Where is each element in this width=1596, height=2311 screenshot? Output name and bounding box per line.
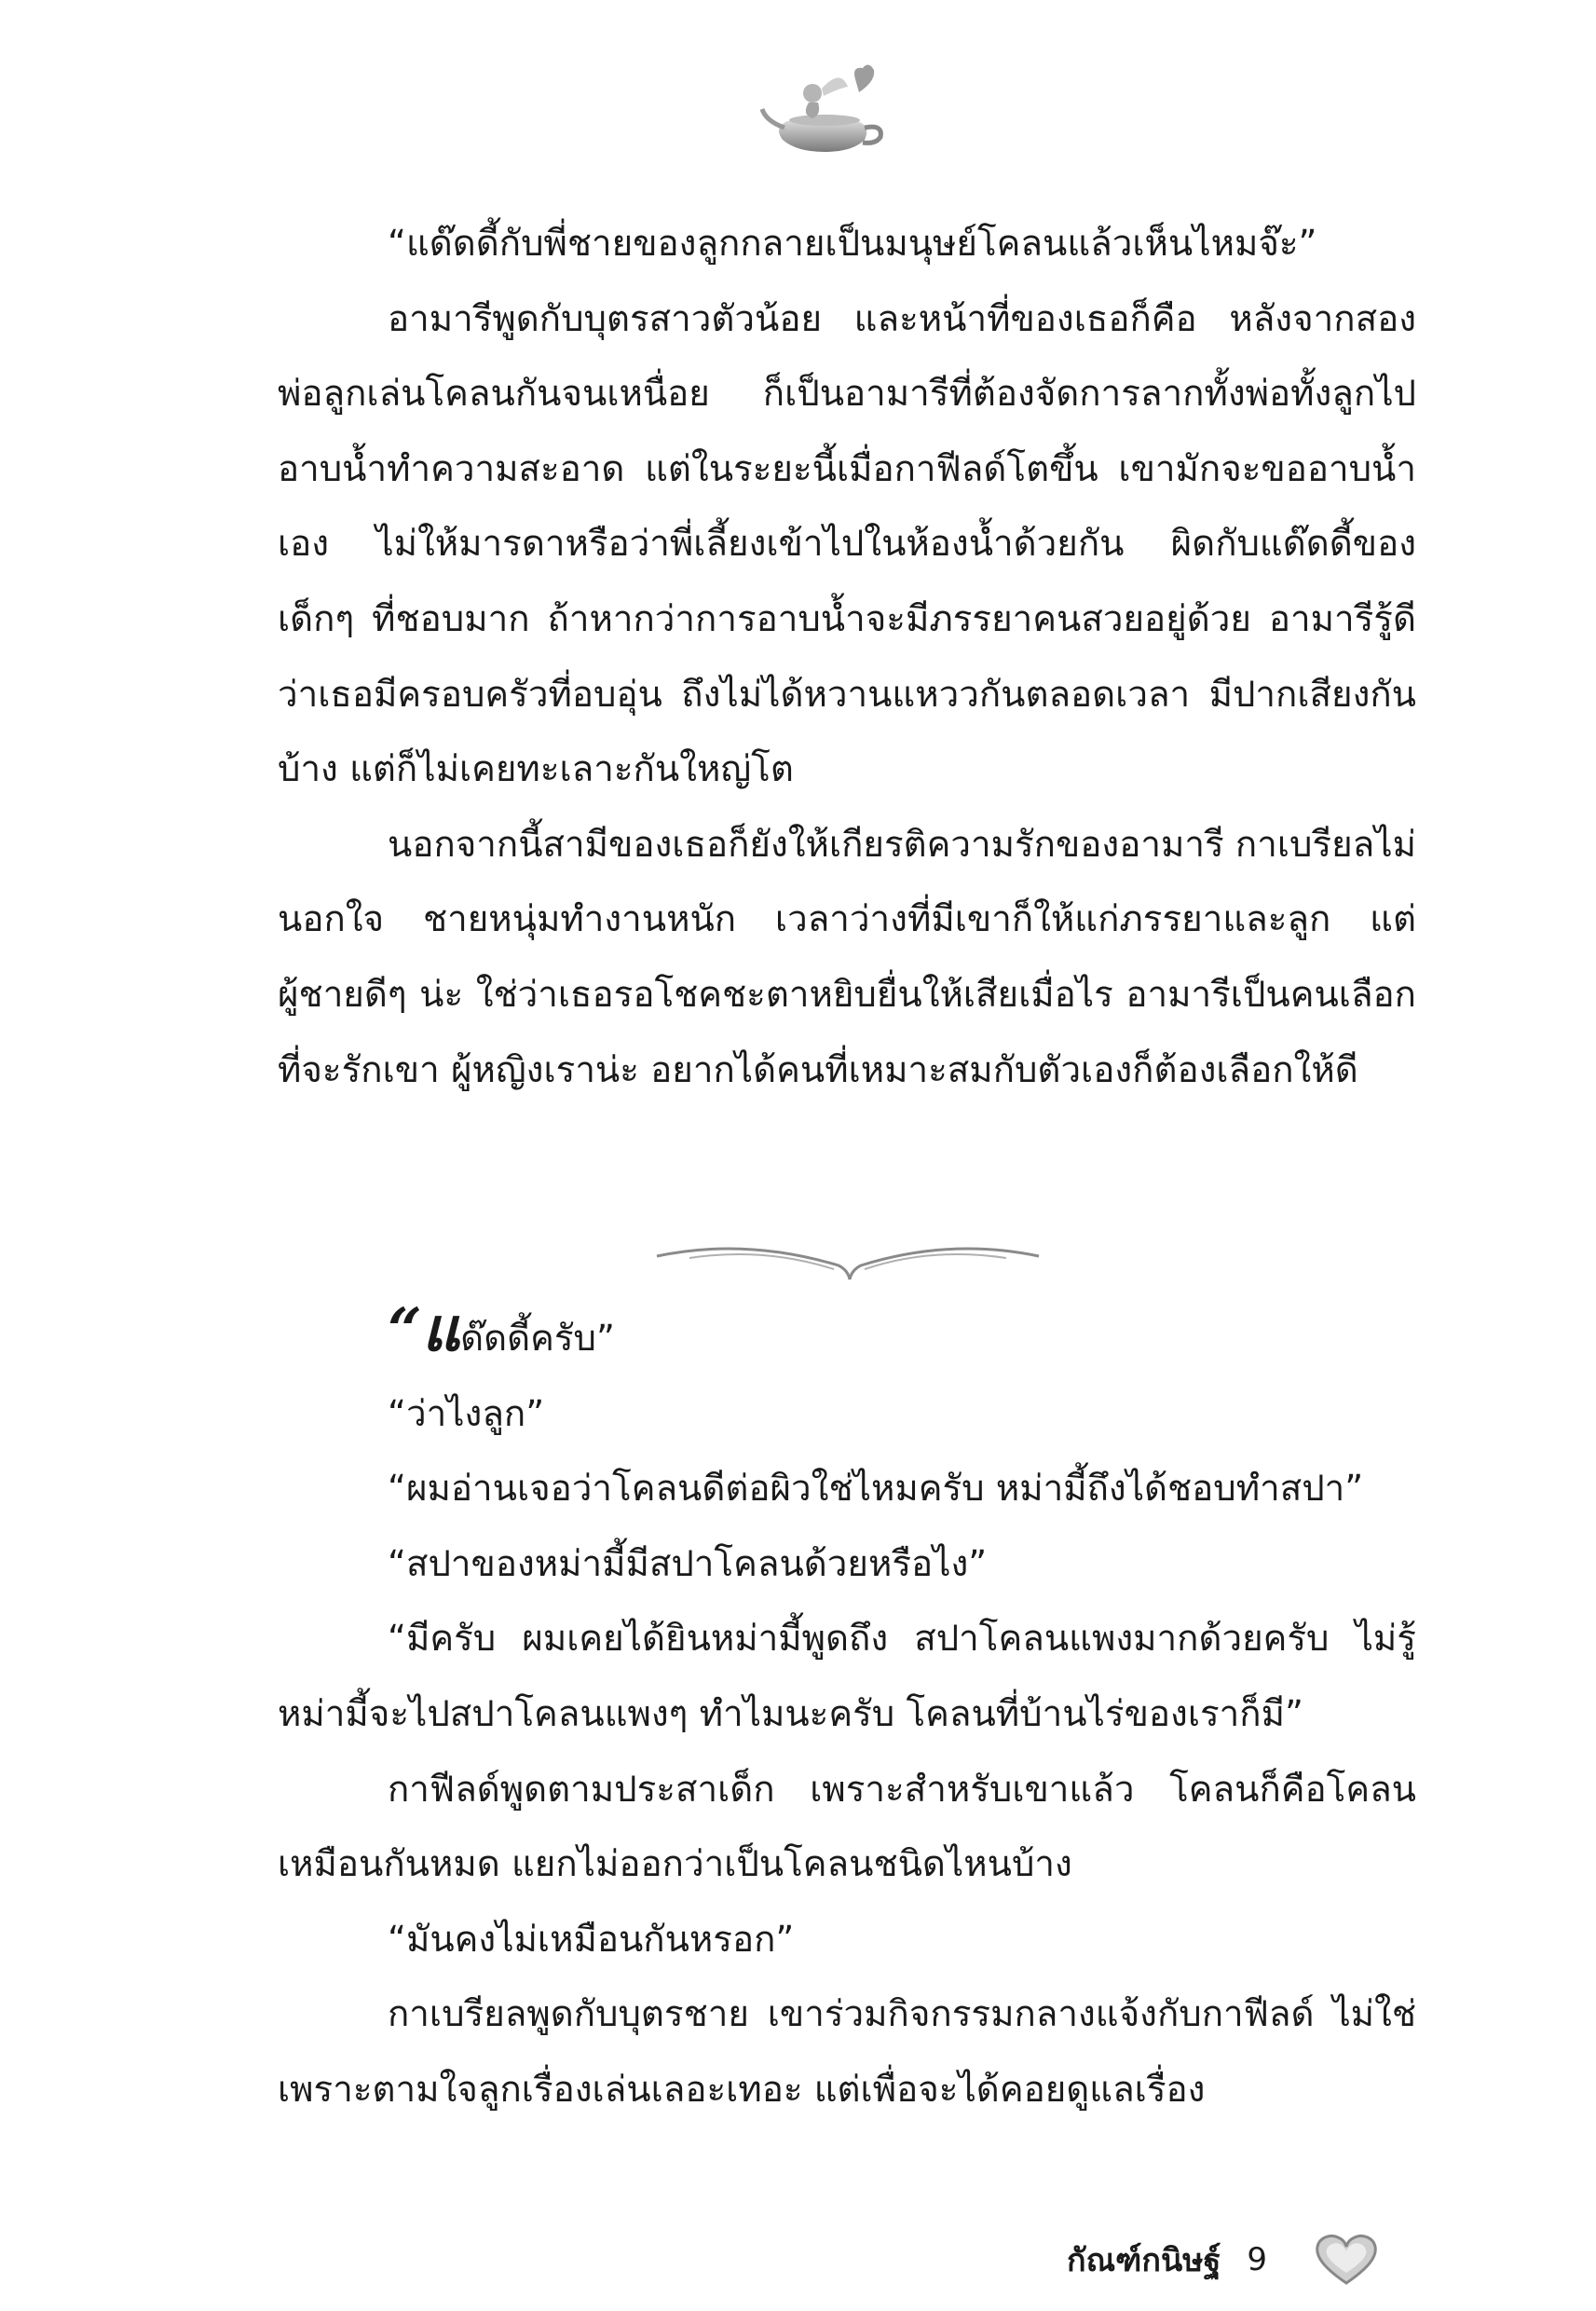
bottom-paragraph: กาฟีลด์พูดตามประสาเด็ก เพราะสำหรับเขาแล้ว โคลนก็คือโคลนเหมือนกันหมด แยกไม่ออกว่าเป็นโคลนชนิดไหนบ้าง: [278, 1768, 1416, 1886]
bottom-paragraph: “สปาของหม่ามี้มีสปาโคลนด้วยหรือไง”: [388, 1542, 988, 1585]
flourish-divider-icon: [652, 1228, 1044, 1284]
teapot-cupid-icon: [755, 51, 894, 163]
text-block-bottom: [278, 1293, 1416, 2128]
top-paragraph: “แด๊ดดี้กับพี่ชายของลูกกลายเป็นมนุษย์โคลนแล้วเห็นไหมจ๊ะ”: [388, 223, 1317, 265]
heart-icon: [1314, 2232, 1379, 2288]
text-block-top: [278, 207, 1416, 1108]
dropcap-mark: “แ: [388, 1295, 461, 1365]
bottom-paragraph: “มันคงไม่เหมือนกันหรอก”: [388, 1918, 795, 1961]
book-title: กัณฑ์กนิษฐ์: [1067, 2242, 1221, 2279]
bottom-paragraph: “ผมอ่านเจอว่าโคลนดีต่อผิวใช่ไหมครับ หม่ามี้ถึงได้ชอบทำสปา”: [388, 1468, 1364, 1511]
page-footer: [1067, 2227, 1379, 2292]
top-paragraph: นอกจากนี้สามีของเธอก็ยังให้เกียรติความรักของอามารี กาเบรียลไม่นอกใจ ชายหนุ่มทำงานหนัก เวลาว่างที่มีเขาก็ให้แก่ภรรยาและลูก แต่ผู้ชายดีๆ น่ะ ใช่ว่าเธอรอโชคชะตาหยิบยื่นให้เสียเมื่อไร อามารีเป็นคนเลือกที่จะรักเขา ผู้หญิงเราน่ะ อยากได้คนที่เหมาะสมกับตัวเองก็ต้องเลือกให้ดี: [278, 823, 1416, 1091]
bottom-paragraph: “มีครับ ผมเคยได้ยินหม่ามี้พูดถึง สปาโคลนแพงมากด้วยครับ ไม่รู้หม่ามี้จะไปสปาโคลนแพงๆ ทำไมนะครับ โคลนที่บ้านไร่ของเราก็มี”: [278, 1618, 1416, 1735]
dropcap-paragraph: [278, 1293, 1416, 1377]
bottom-paragraph: กาเบรียลพูดกับบุตรชาย เขาร่วมกิจกรรมกลางแจ้งกับกาฟีลด์ ไม่ใช่เพราะตามใจลูกเรื่องเล่นเลอะเทอะ แต่เพื่อจะได้คอยดูแลเรื่อง: [278, 1993, 1416, 2111]
top-paragraph: อามารีพูดกับบุตรสาวตัวน้อย และหน้าที่ของเธอก็คือ หลังจากสองพ่อลูกเล่นโคลนกันจนเหนื่อย ก็เป็นอามารีที่ต้องจัดการลากทั้งพ่อทั้งลูกไปอาบน้ำทำความสะอาด แต่ในระยะนี้เมื่อกาฟีลด์โตขึ้น เขามักจะขออาบน้ำเอง ไม่ให้มารดาหรือว่าพี่เลี้ยงเข้าไปในห้องน้ำด้วยกัน ผิดกับแด๊ดดี้ของเด็กๆ ที่ชอบมาก ถ้าหากว่าการอาบน้ำจะมีภรรยาคนสวยอยู่ด้วย อามารีรู้ดีว่าเธอมีครอบครัวที่อบอุ่น ถึงไม่ได้หวานแหววกันตลอดเวลา มีปากเสียงกันบ้าง แต่ก็ไม่เคยทะเลาะกันใหญ่โต: [278, 297, 1416, 791]
page-number: 9: [1247, 2241, 1267, 2278]
bottom-paragraph: “ว่าไงลูก”: [388, 1392, 545, 1435]
dropcap-rest: ด๊ดดี้ครับ”: [460, 1318, 615, 1360]
